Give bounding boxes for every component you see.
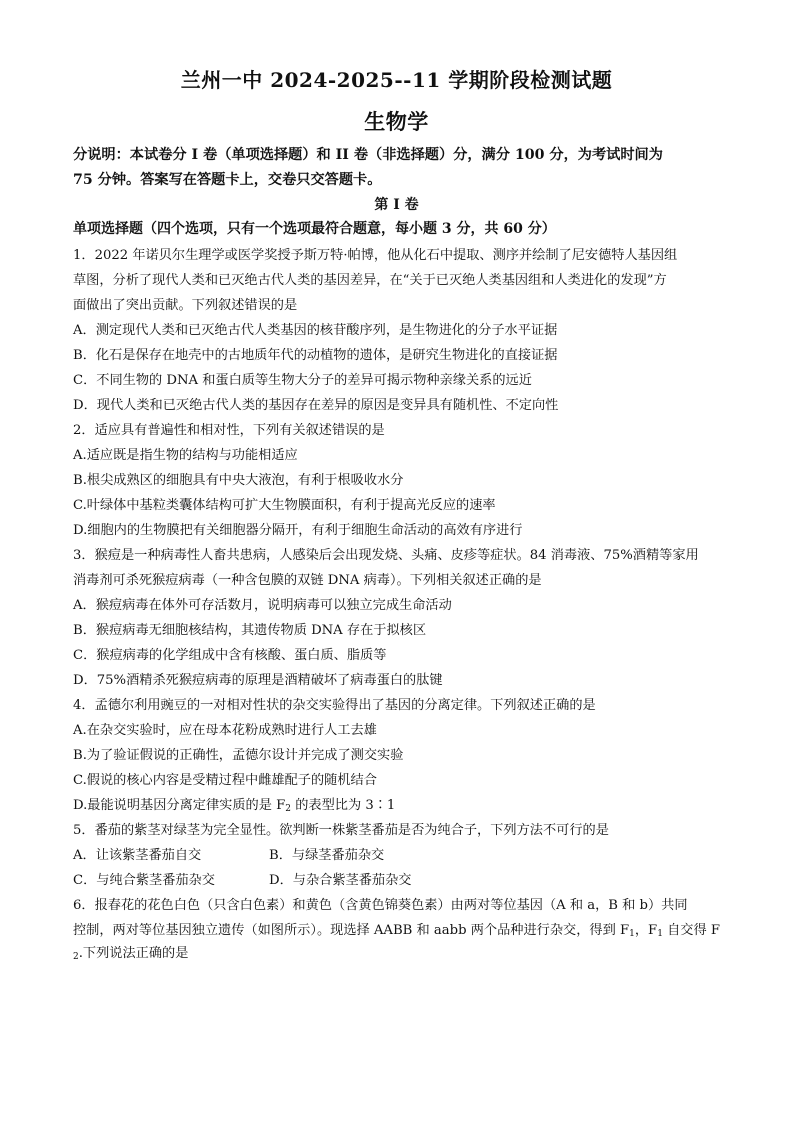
q4-option-b: B.为了验证假说的正确性，孟德尔设计并完成了测交实验 [73, 748, 404, 763]
q5-option-d: D．与杂合紫茎番茄杂交 [269, 873, 412, 888]
q2-option-d: D.细胞内的生物膜把有关细胞器分隔开，有利于细胞生命活动的高效有序进行 [73, 523, 523, 538]
q4-option-d-subscript: 2 [285, 804, 291, 814]
q4-option-d-text-end: 的表型比为 3∶1 [291, 798, 396, 813]
subject-title: 生物学 [364, 109, 429, 134]
q6-stem-line-2-end: 自交得 F [662, 923, 721, 938]
q3-option-d: D．75%酒精杀死猴痘病毒的原理是酒精破坏了病毒蛋白的肽键 [73, 673, 443, 688]
section-title: 第 I 卷 [374, 197, 419, 213]
q4-option-a: A.在杂交实验时，应在母本花粉成熟时进行人工去雄 [73, 723, 377, 738]
q5-options-row-1 [73, 847, 723, 864]
q5-option-b: B．与绿茎番茄杂交 [269, 848, 385, 863]
q1-stem-line-2: 草图，分析了现代人类和已灭绝古代人类的基因差异，在“关于已灭绝人类基因组和人类进化的发现”方 [73, 273, 667, 288]
q5-stem: 5．番茄的紫茎对绿茎为完全显性。欲判断一株紫茎番茄是否为纯合子，下列方法不可行的是 [73, 823, 609, 838]
q1-stem-line-1: 1．2022 年诺贝尔生理学或医学奖授予斯万特·帕博，他从化石中提取、测序并绘制了尼安德特人基因组 [73, 248, 678, 263]
q6-stem-line-2-text: 控制，两对等位基因独立遗传（如图所示）。现选择 AABB 和 aabb 两个品种进行杂交，得到 F [73, 923, 630, 938]
q1-stem-line-3: 面做出了突出贡献。下列叙述错误的是 [73, 298, 298, 313]
section-heading: 单项选择题（四个选项，只有一个选项最符合题意，每小题 3 分，共 60 分） [73, 221, 556, 237]
exam-title: 兰州一中 2024-2025--11 学期阶段检测试题 [180, 68, 613, 92]
q3-stem-line-2: 消毒剂可杀死猴痘病毒（一种含包膜的双链 DNA 病毒）。下列相关叙述正确的是 [73, 573, 542, 588]
q1-option-d: D．现代人类和已灭绝古代人类的基因存在差异的原因是变异具有随机性、不定向性 [73, 398, 559, 413]
q6-f2-subscript: 2 [73, 952, 79, 962]
q3-stem-line-1: 3．猴痘是一种病毒性人畜共患病，人感染后会出现发烧、头痛、皮疹等症状。84 消毒液、75%酒精等家用 [73, 548, 699, 563]
q4-option-d-text: D.最能说明基因分离定律实质的是 F [73, 798, 286, 813]
q4-stem: 4．孟德尔利用豌豆的一对相对性状的杂交实验得出了基因的分离定律。下列叙述正确的是 [73, 698, 596, 713]
q6-f1-subscript-1: 1 [629, 929, 635, 939]
q2-option-b: B.根尖成熟区的细胞具有中央大液泡，有利于根吸收水分 [73, 473, 404, 488]
q3-option-a: A．猴痘病毒在体外可存活数月，说明病毒可以独立完成生命活动 [73, 598, 452, 613]
q2-stem: 2．适应具有普遍性和相对性，下列有关叙述错误的是 [73, 423, 385, 438]
q5-option-c: C．与纯合紫茎番茄杂交 [73, 873, 215, 888]
q4-option-d [73, 797, 723, 818]
q5-option-a: A．让该紫茎番茄自交 [73, 848, 202, 863]
q6-stem-line-3 [73, 945, 723, 966]
q1-option-c: C．不同生物的 DNA 和蛋白质等生物大分子的差异可揭示物种亲缘关系的远近 [73, 373, 532, 388]
q6-stem-line-2 [73, 922, 723, 943]
q6-stem-line-2-mid: ，F [634, 923, 658, 938]
instructions-line-2: 75 分钟。答案写在答题卡上，交卷只交答题卡。 [73, 172, 382, 188]
q6-f1-subscript-2: 1 [657, 929, 663, 939]
q3-option-c: C．猴痘病毒的化学组成中含有核酸、蛋白质、脂质等 [73, 648, 387, 663]
q6-stem-line-1: 6．报春花的花色白色（只含白色素）和黄色（含黄色锦葵色素）由两对等位基因（A 和 a，B 和 b）共同 [73, 898, 688, 913]
instructions-line-1: 分说明：本试卷分 I 卷（单项选择题）和 II 卷（非选择题）分，满分 100 分，为考试时间为 [73, 147, 663, 163]
q2-option-a: A.适应既是指生物的结构与功能相适应 [73, 448, 298, 463]
q4-option-c: C.假说的核心内容是受精过程中雌雄配子的随机结合 [73, 773, 377, 788]
q3-option-b: B．猴痘病毒无细胞核结构，其遗传物质 DNA 存在于拟核区 [73, 623, 427, 638]
q5-options-row-2 [73, 872, 723, 889]
q2-option-c: C.叶绿体中基粒类囊体结构可扩大生物膜面积，有利于提高光反应的速率 [73, 498, 496, 513]
q1-option-b: B．化石是保存在地壳中的古地质年代的动植物的遗体，是研究生物进化的直接证据 [73, 348, 558, 363]
q1-option-a: A．测定现代人类和已灭绝古代人类基因的核苷酸序列，是生物进化的分子水平证据 [73, 323, 558, 338]
q6-stem-line-3-text: .下列说法正确的是 [78, 946, 189, 961]
